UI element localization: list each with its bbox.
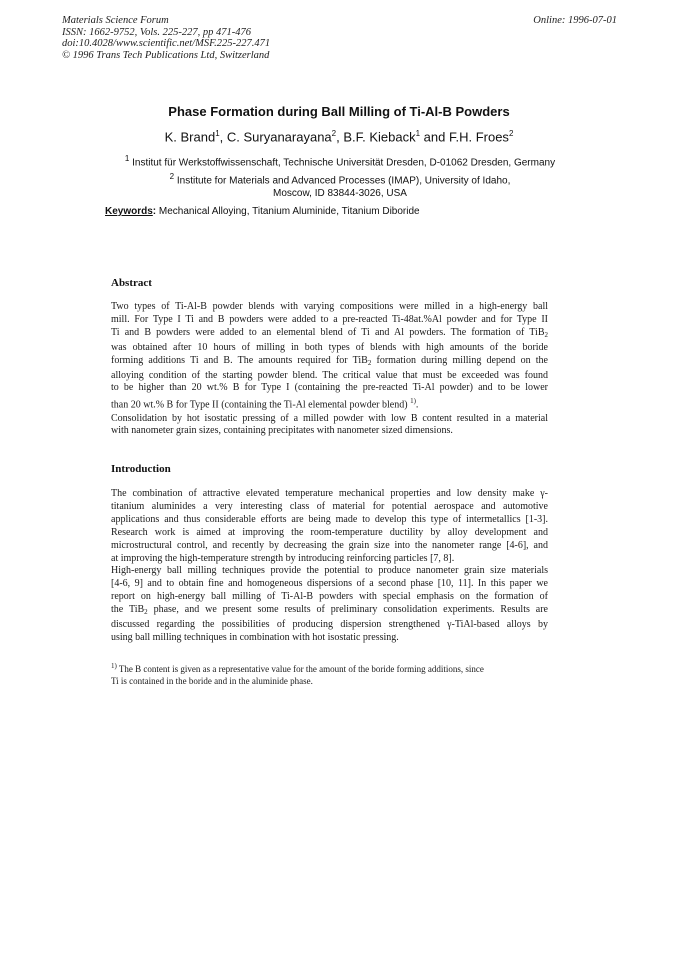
text-line: was obtained after 10 hours of milling in both types of blends with high amounts of the boride	[111, 341, 548, 353]
affiliation-text: Moscow, ID 83844-3026, USA	[273, 188, 407, 200]
paper-title: Phase Formation during Ball Milling of Ti-Al-B Powders	[168, 104, 510, 119]
abstract-heading: Abstract	[111, 277, 152, 289]
affiliation-2	[60, 170, 620, 200]
text-line: discussed regarding the possibilities of producing dispersion strengthened γ-TiAl-based alloys by	[111, 619, 548, 631]
affiliation-text: Institut für Werkstoffwissenschaft, Technische Universität Dresden, D-01062 Dresden, Germany	[129, 157, 556, 169]
text-line: Two types of Ti-Al-B powder blends with varying compositions were milled in a high-energy ball	[111, 301, 548, 312]
text-line: using ball milling techniques in combination with hot isostatic pressing.	[111, 631, 399, 643]
author-list	[0, 129, 678, 144]
text-line: [4-6, 9] and to obtain fine and homogeneous dispersions of a second phase [10, 11]. In this paper we	[111, 578, 548, 590]
text-line: Consolidation by hot isostatic pressing of a milled powder with low B content resulted in a material	[111, 412, 548, 424]
subscript: 2	[367, 358, 372, 367]
affiliation-text: Institute for Materials and Advanced Processes (IMAP), University of Idaho,	[174, 175, 511, 187]
footnote-mark[interactable]: 1)	[410, 397, 416, 406]
affiliation-1	[60, 152, 620, 169]
doi-line[interactable]: doi:10.4028/www.scientific.net/MSF.225-227.471	[62, 38, 271, 49]
text-line: The combination of attractive elevated temperature mechanical properties and low density make γ-	[111, 488, 548, 499]
introduction-body	[111, 488, 548, 645]
affiliation-mark: 1	[215, 129, 220, 138]
issn-line: ISSN: 1662-9752, Vols. 225-227, pp 471-476	[62, 26, 251, 38]
footnote	[111, 660, 548, 687]
footnote-mark: 1)	[111, 662, 117, 670]
author-name: and F.H. Froes	[420, 129, 509, 145]
text-line: forming additions Ti and B. The amounts required for TiB$_2$ formation during milling depend on the	[111, 354, 548, 367]
affiliation-mark: 1	[415, 129, 421, 138]
text-line: at improving the high-temperature strength by introducing reinforcing particles [7, 8].	[111, 552, 455, 564]
journal-name: Materials Science Forum	[62, 15, 169, 26]
text-line: mill. For Type I Ti and B powders were added to a pre-reacted Ti-48at.%Al powder and for Type II	[111, 313, 548, 325]
affiliation-mark: 2	[331, 129, 337, 138]
author-name: K. Brand	[164, 129, 216, 145]
subscript: 2	[544, 330, 548, 339]
text-line: report on high-energy ball milling of Ti-Al-B powders with special emphasis on the formation of	[111, 591, 548, 603]
keywords-line	[105, 206, 420, 217]
abstract-body	[111, 301, 548, 438]
text-line: Ti and B powders were added to an elemental blend of Ti and Al powders. The formation of TiB$_2$	[111, 326, 548, 339]
footnote-text: The B content is given as a representative value for the amount of the boride forming additions, since	[116, 664, 484, 674]
keywords-text: Mechanical Alloying, Titanium Aluminide, Titanium Diboride	[156, 206, 420, 217]
text-line: High-energy ball milling techniques provide the potential to produce nanometer grain size materials	[111, 565, 548, 577]
footnote-text: Ti is contained in the boride and in the aluminide phase.	[111, 676, 313, 686]
online-date: Online: 1996-07-01	[533, 15, 617, 26]
keywords-label: Keywords	[105, 206, 153, 217]
author-name: , B.F. Kieback	[336, 129, 416, 145]
journal-header	[62, 15, 322, 61]
introduction-heading: Introduction	[111, 463, 171, 475]
copyright-line: © 1996 Trans Tech Publications Ltd, Switzerland	[62, 49, 270, 61]
text-line: to be higher than 20 wt.% B for Type I (containing the pre-reacted Ti-Al powder) and to be lower	[111, 382, 548, 394]
affiliation-mark: 2	[169, 172, 175, 181]
subscript: 2	[144, 608, 148, 617]
text-line: titanium aluminides a very interesting class of material for potential aerospace and automotive	[111, 500, 548, 512]
author-name: , C. Suryanarayana	[219, 129, 332, 145]
text-line: the TiB$_2$ phase, and we present some results of preliminary consolidation experiments. Results are	[111, 604, 548, 617]
text-line: than 20 wt.% B for Type II (containing the Ti-Al elemental powder blend) $^{1)}$.	[111, 397, 419, 411]
affiliation-mark: 1	[124, 154, 130, 163]
text-line: alloying condition of the starting powder blend. The critical value that must be exceeded was found	[111, 369, 548, 381]
affiliation-mark: 2	[508, 129, 514, 138]
text-line: microstructural control, and recently by decreasing the grain size into the nanometer range [4-6], and	[111, 539, 548, 551]
keywords-colon: :	[152, 206, 157, 217]
text-line: Research work is aimed at improving the room-temperature ductility by alloy development and	[111, 526, 548, 538]
text-line: with nanometer grain sizes, containing precipitates with nanometer sized dimensions.	[111, 425, 453, 437]
text-line: applications and thus considerable efforts are being made to develop this type of intermetallics [1-3].	[111, 513, 548, 525]
